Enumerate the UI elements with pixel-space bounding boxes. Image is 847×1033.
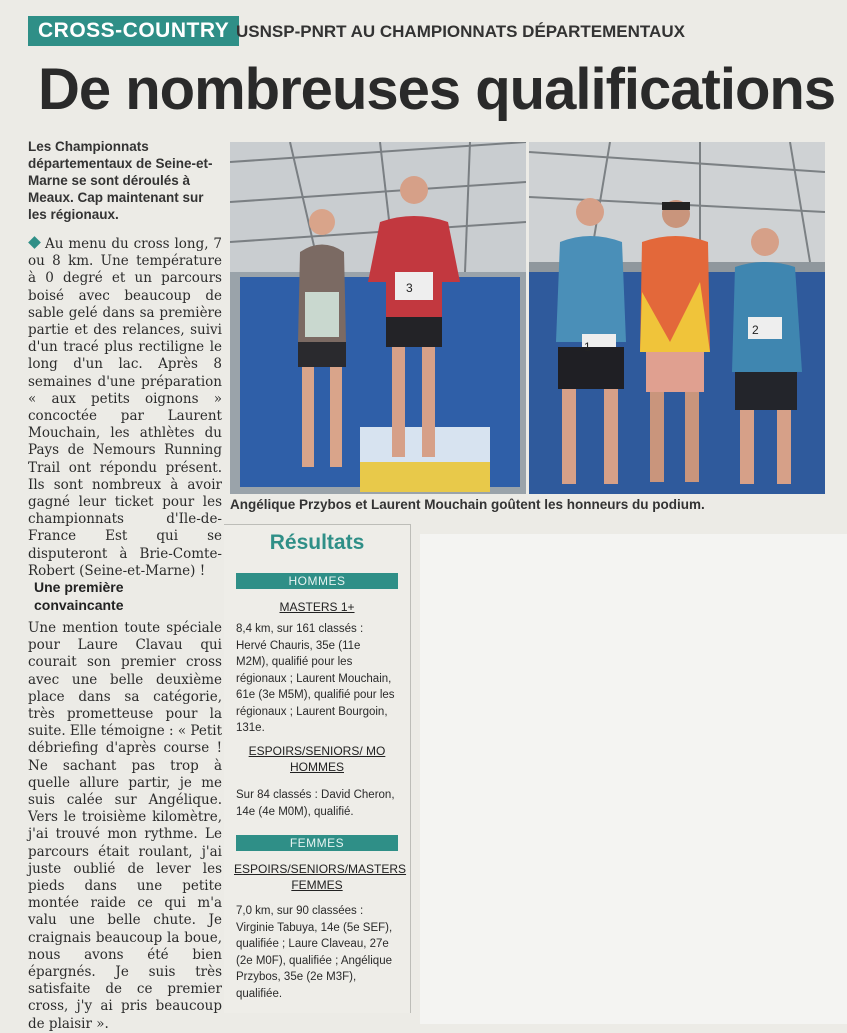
results-box <box>224 524 411 1013</box>
results-title: Résultats <box>269 531 365 554</box>
body-paragraph-2: Une mention toute spéciale pour Laure Clavau qui courait son premier cross avec une belle deuxième place dans sa catégorie, très prometteuse pour la suite. Elle témoigne : « Petit débriefing d'après course ! Ne sachant pas trop à quelle allure partir, je me suis calée sur Angélique. Vers le troisième kilomètre, j'ai trouvé mon rythme. Le parcours était roulant, j'ai juste oublié de lever les pieds dans une petite montée raide ce qui m'a valu une belle chute. Je craignais beaucoup la boue, nous avons été bien épargnés. Je suis très satisfaite de ce premier cross, j'y ai pris beaucoup de plaisir ». <box>28 620 223 1032</box>
article-subhead: Une première convaincante <box>34 579 124 613</box>
men-bar: HOMMES <box>236 573 398 589</box>
results-women-text: 7,0 km, sur 90 classées : Virginie Tabuya, 14e (5e SEF), qualifiée ; Laure Claveau, 27e (2e M0F), qualifiée ; Angélique Przybos, 35e (2e M3F), qualifiée. <box>236 905 393 1000</box>
results-masters-text: 8,4 km, sur 161 classés : Hervé Chauris, 35e (11e M2M), qualifié pour les régionaux ; Laurent Mouchain, 61e (3e M5M), qualifié pour les régionaux ; Laurent Bourgoin, 131e. <box>236 623 395 734</box>
category-women: ESPOIRS/SENIORS/MASTERS FEMMES <box>234 862 407 892</box>
article-body-part1 <box>28 236 222 580</box>
rubric-bar <box>28 16 828 48</box>
bib-number-2: 2 <box>752 323 759 337</box>
podium-photo-image <box>230 142 825 494</box>
article-body-part2 <box>28 620 222 1033</box>
article-headline: De nombreuses qualifications <box>38 57 836 122</box>
bib-number-3: 3 <box>406 281 413 295</box>
category-espoirs-men: ESPOIRS/SENIORS/ MO HOMMES <box>248 744 386 774</box>
photo-caption: Angélique Przybos et Laurent Mouchain goûtent les honneurs du podium. <box>230 497 705 512</box>
section-title: USNSP-PNRT AU CHAMPIONNATS DÉPARTEMENTAUX <box>236 22 685 41</box>
article-lead: Les Championnats départementaux de Seine-et-Marne se sont déroulés à Meaux. Cap maintenant sur les régionaux. <box>28 139 213 222</box>
women-bar: FEMMES <box>236 835 398 851</box>
podium-photo <box>230 142 825 494</box>
results-espoirs-men-text: Sur 84 classés : David Cheron, 14e (4e M0M), qualifié. <box>236 789 395 818</box>
category-masters: MASTERS 1+ <box>279 600 355 614</box>
diamond-bullet-icon <box>28 236 41 249</box>
blank-area <box>420 534 847 1024</box>
bib-number-1: 1 <box>584 340 591 354</box>
body-paragraph-1: Au menu du cross long, 7 ou 8 km. Une température à 0 degré et un parcours boisé avec beaucoup de sable gelé dans sa première partie et des relances, suivi d'un tracé plus rectiligne le long d'un lac. Après 8 semaines d'une préparation « aux petits oignons » concoctée par Laurent Mouchain, les athlètes du Pays de Nemours Running Trail ont répondu présent. Ils sont nombreux à avoir gagné leur ticket pour les championnats d'Ile-de-France Est qui se disputeront à Brie-Comte-Robert (Seine-et-Marne) ! <box>28 236 222 579</box>
section-tag: CROSS-COUNTRY <box>28 16 239 46</box>
